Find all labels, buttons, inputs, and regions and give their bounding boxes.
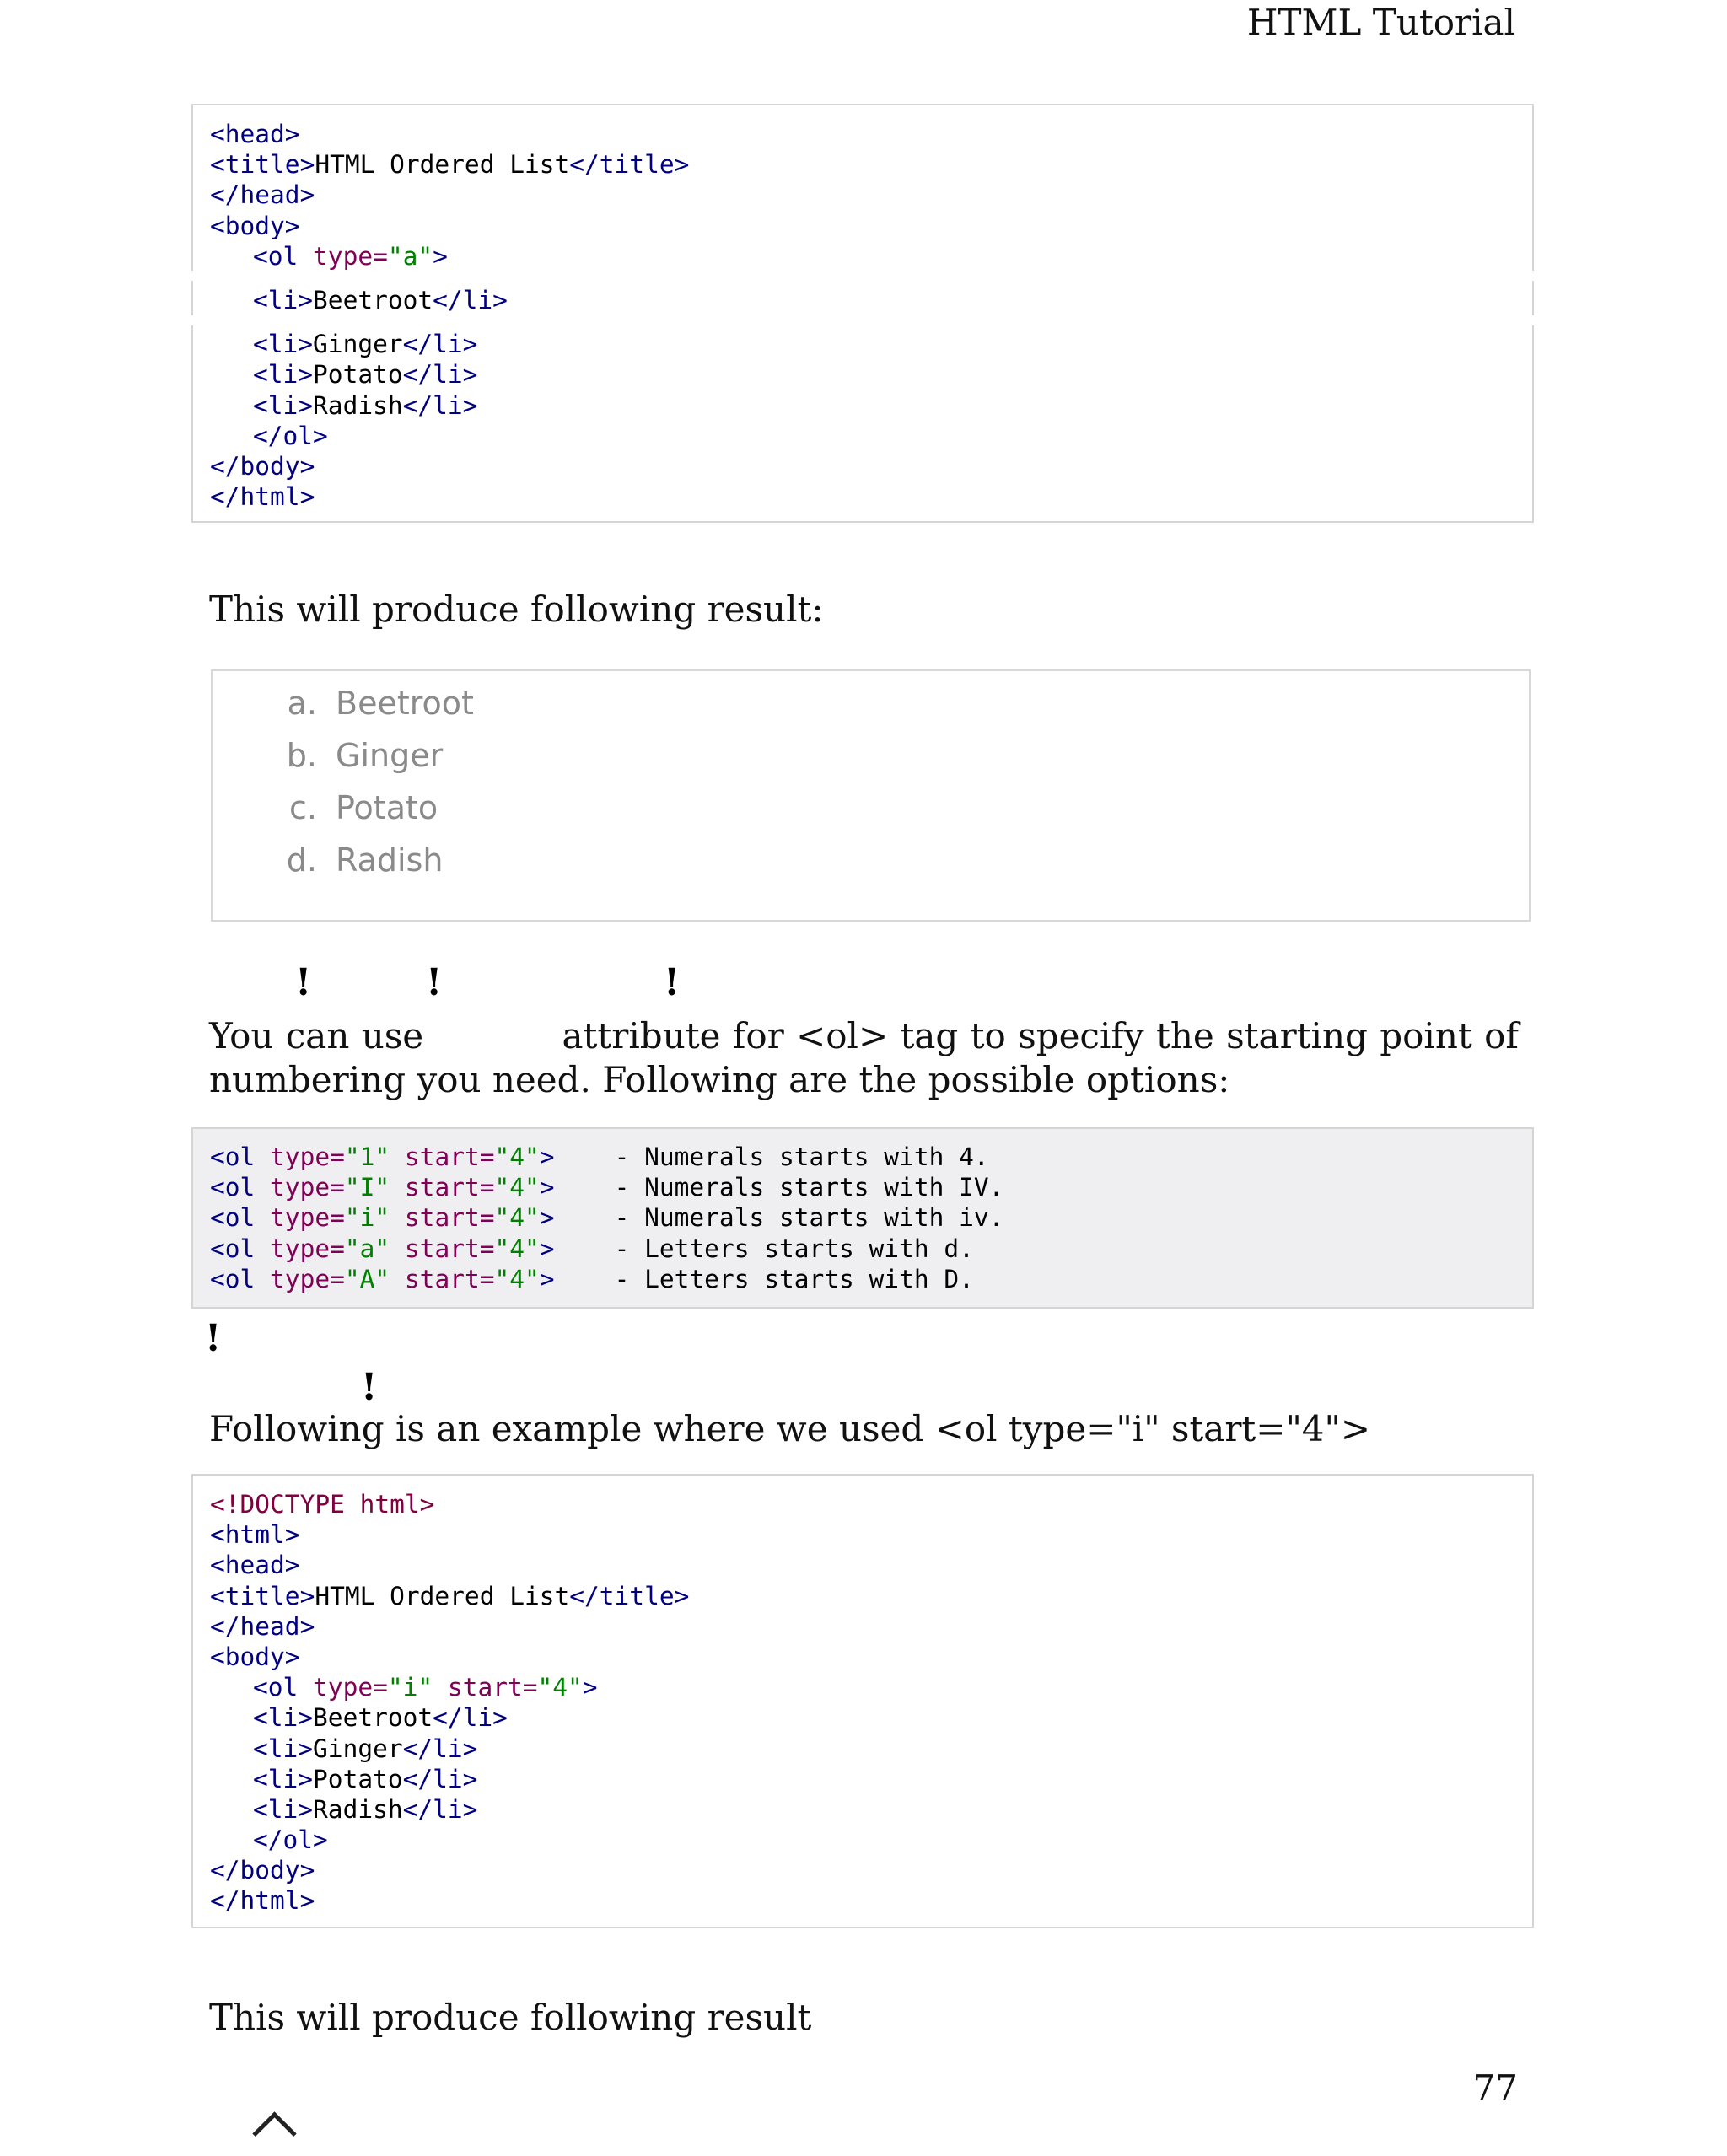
code-line: <li>Ginger</li> — [253, 1734, 478, 1763]
code-line: <body> — [210, 211, 300, 240]
code-line: <title>HTML Ordered List</title> — [210, 150, 690, 180]
code-line: <li>Potato</li> — [253, 360, 478, 390]
code-line: <!DOCTYPE html> — [210, 1490, 435, 1519]
list-item: c. Potato — [289, 789, 438, 826]
code-line: <li>Beetroot</li> — [253, 285, 508, 315]
list-item: d. Radish — [286, 841, 444, 879]
code-block-1 — [191, 104, 1534, 523]
exclamation-glyph: ! — [205, 1317, 222, 1360]
code-line: </ol> — [253, 421, 328, 450]
code-line: <li>Beetroot</li> — [253, 1703, 508, 1733]
code-line: </head> — [210, 1611, 315, 1641]
code-line: <ol type="a" start="4"> - Letters starts with d. — [210, 1234, 974, 1263]
caret-up-icon — [252, 2111, 296, 2155]
page-number: 77 — [1472, 2067, 1518, 2109]
options-code-block — [191, 1127, 1534, 1309]
exclamation-glyph: ! — [426, 961, 443, 1004]
page-header-title: HTML Tutorial — [1246, 2, 1515, 43]
code-line: <head> — [210, 1551, 300, 1580]
code-line: <li>Ginger</li> — [253, 330, 478, 359]
code-block-gap — [191, 315, 1535, 325]
code-line: <body> — [210, 1642, 300, 1671]
code-line: </html> — [210, 1886, 315, 1916]
code-line: <ol type="1" start="4"> - Numerals starts with 4. — [210, 1143, 989, 1171]
code-line: </html> — [210, 482, 315, 512]
list-item: a. Beetroot — [287, 685, 474, 722]
code-line: <ol type="a"> — [253, 241, 448, 271]
code-line: <title>HTML Ordered List</title> — [210, 1581, 690, 1610]
exclamation-glyph: ! — [361, 1366, 378, 1409]
code-line: <ol type="i" start="4"> — [253, 1673, 598, 1702]
list-item: b. Ginger — [286, 737, 444, 774]
code-line: <ol type="A" start="4"> - Letters starts with D. — [210, 1264, 974, 1293]
code-block-gap — [191, 271, 1535, 281]
start-attribute-paragraph-line-1: You can use attribute for <ol> tag to specify the starting point of — [209, 1015, 1519, 1056]
code-line: <li>Potato</li> — [253, 1764, 478, 1793]
exclamation-glyph: ! — [664, 961, 681, 1004]
result-intro-2: This will produce following result — [209, 1997, 812, 2038]
code-line: <html> — [210, 1520, 300, 1550]
code-line: </ol> — [253, 1825, 328, 1855]
code-line: <li>Radish</li> — [253, 1794, 478, 1824]
code-line: <ol type="I" start="4"> - Numerals starts with IV. — [210, 1173, 1004, 1202]
code-line: <ol type="i" start="4"> - Numerals starts with iv. — [210, 1203, 1004, 1233]
code-line: <li>Radish</li> — [253, 390, 478, 420]
result-output-box — [211, 669, 1531, 922]
code-block-2 — [191, 1474, 1534, 1928]
code-line: </head> — [210, 180, 315, 210]
exclamation-glyph: ! — [295, 961, 312, 1004]
code-line: </body> — [210, 451, 315, 481]
result-intro-1: This will produce following result: — [209, 589, 824, 630]
code-line: <head> — [210, 120, 300, 148]
start-attribute-paragraph-line-2: numbering you need. Following are the possible options: — [209, 1059, 1230, 1100]
example-intro: Following is an example where we used <ol type="i" start="4"> — [209, 1408, 1371, 1449]
code-line: </body> — [210, 1856, 315, 1885]
